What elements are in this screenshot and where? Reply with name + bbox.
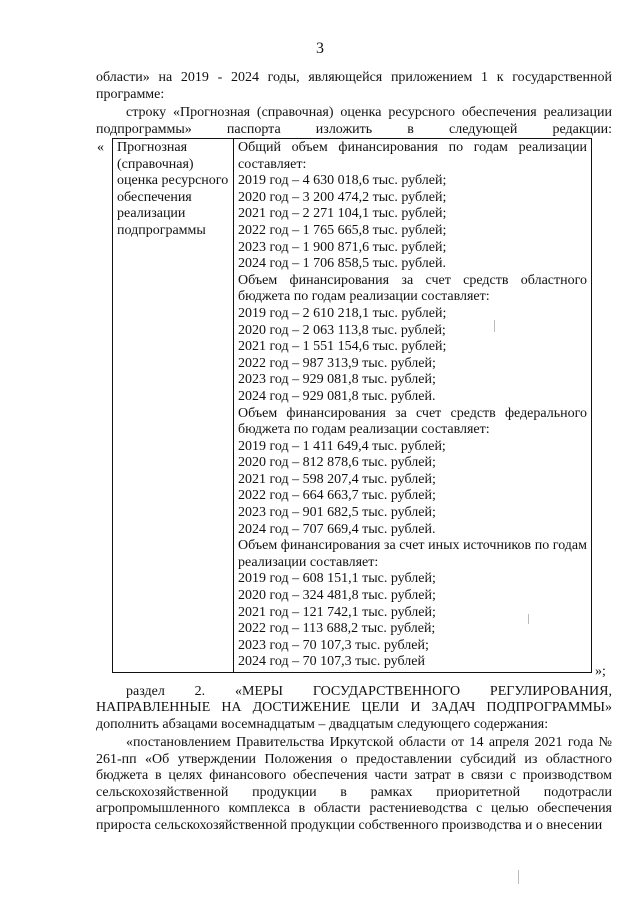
total-2021: 2021 год – 2 271 104,1 тыс. рублей; — [238, 206, 447, 222]
regional-2021: 2021 год – 1 551 154,6 тыс. рублей; — [238, 339, 447, 355]
regional-funding-heading: Объем финансирования за счет средств областного бюджета по годам реализации составляет: — [238, 272, 587, 305]
passport-table — [112, 138, 592, 673]
section-instruction: дополнить абзацами восемнадцатым – двадцатым следующего содержания: — [96, 717, 549, 732]
opening-quote: « — [97, 140, 104, 155]
total-2019: 2019 год – 4 630 018,6 тыс. рублей; — [238, 173, 447, 189]
federal-2021: 2021 год – 598 207,4 тыс. рублей; — [238, 471, 436, 487]
total-2020: 2020 год – 3 200 474,2 тыс. рублей; — [238, 189, 447, 205]
federal-2024: 2024 год – 707 669,4 тыс. рублей. — [238, 521, 436, 537]
other-2022: 2022 год – 113 688,2 тыс. рублей; — [238, 621, 436, 637]
other-2020: 2020 год – 324 481,8 тыс. рублей; — [238, 588, 436, 604]
section-title-line2: НАПРАВЛЕННЫЕ НА ДОСТИЖЕНИЕ ЦЕЛИ И ЗАДАЧ ПОДПРОГРАММЫ» — [96, 700, 612, 715]
federal-2019: 2019 год – 1 411 649,4 тыс. рублей; — [238, 438, 446, 454]
other-2024: 2024 год – 70 107,3 тыс. рублей — [238, 654, 425, 670]
other-2023: 2023 год – 70 107,3 тыс. рублей; — [238, 637, 429, 653]
total-2022: 2022 год – 1 765 665,8 тыс. рублей; — [238, 222, 447, 238]
instruction-paragraph: строку «Прогнозная (справочная) оценка ресурсного обеспечения реализации подпрограммы» паспорта изложить в следующей редакции: — [96, 105, 612, 137]
scan-artifact — [518, 870, 519, 884]
federal-2022: 2022 год – 664 663,7 тыс. рублей; — [238, 488, 436, 504]
closing-quote: »; — [595, 664, 606, 679]
scan-artifact — [494, 320, 495, 332]
scan-artifact — [528, 614, 529, 624]
other-sources-heading: Объем финансирования за счет иных источников по годам реализации составляет: — [238, 538, 587, 570]
federal-2020: 2020 год – 812 878,6 тыс. рублей; — [238, 455, 436, 471]
passport-row-label: Прогнозная (справочная) оценка ресурсного обеспечения реализации подпрограммы — [113, 139, 234, 673]
regional-2022: 2022 год – 987 313,9 тыс. рублей; — [238, 355, 436, 371]
page-number: 3 — [316, 40, 324, 57]
other-2019: 2019 год – 608 151,1 тыс. рублей; — [238, 571, 436, 587]
other-2021: 2021 год – 121 742,1 тыс. рублей; — [238, 604, 436, 620]
total-2024: 2024 год – 1 706 858,5 тыс. рублей. — [238, 256, 446, 272]
section-title-line1: раздел 2. «МЕРЫ ГОСУДАРСТВЕННОГО РЕГУЛИРОВАНИЯ, — [126, 684, 612, 699]
intro-paragraph: области» на 2019 - 2024 годы, являющейся приложением 1 к государственной программе: — [96, 70, 612, 102]
regional-2023: 2023 год – 929 081,8 тыс. рублей; — [238, 372, 436, 388]
regional-2020: 2020 год – 2 063 113,8 тыс. рублей; — [238, 322, 446, 338]
federal-2023: 2023 год – 901 682,5 тыс. рублей; — [238, 505, 436, 521]
passport-row-content — [234, 139, 592, 673]
regional-2019: 2019 год – 2 610 218,1 тыс. рублей; — [238, 305, 447, 321]
federal-funding-heading: Объем финансирования за счет средств федерального бюджета по годам реализации составляет: — [238, 405, 587, 438]
resolution-paragraph: «постановлением Правительства Иркутской области от 14 апреля 2021 года № 261-пп «Об утверждении Положения о предоставлении субсидий из областного бюджета в целях финансового обеспечения части затрат в связи с производством сельскохозяйственной продукции в рамках приоритетной подотрасли агропромышленного комплекса в области растениеводства с целью обеспечения прироста сельскохозяйственной продукции собственного производства и о внесении — [96, 735, 612, 833]
total-2023: 2023 год – 1 900 871,6 тыс. рублей; — [238, 239, 447, 255]
regional-2024: 2024 год – 929 081,8 тыс. рублей. — [238, 388, 436, 404]
total-funding-heading: Общий объем финансирования по годам реализации составляет: — [238, 140, 587, 172]
